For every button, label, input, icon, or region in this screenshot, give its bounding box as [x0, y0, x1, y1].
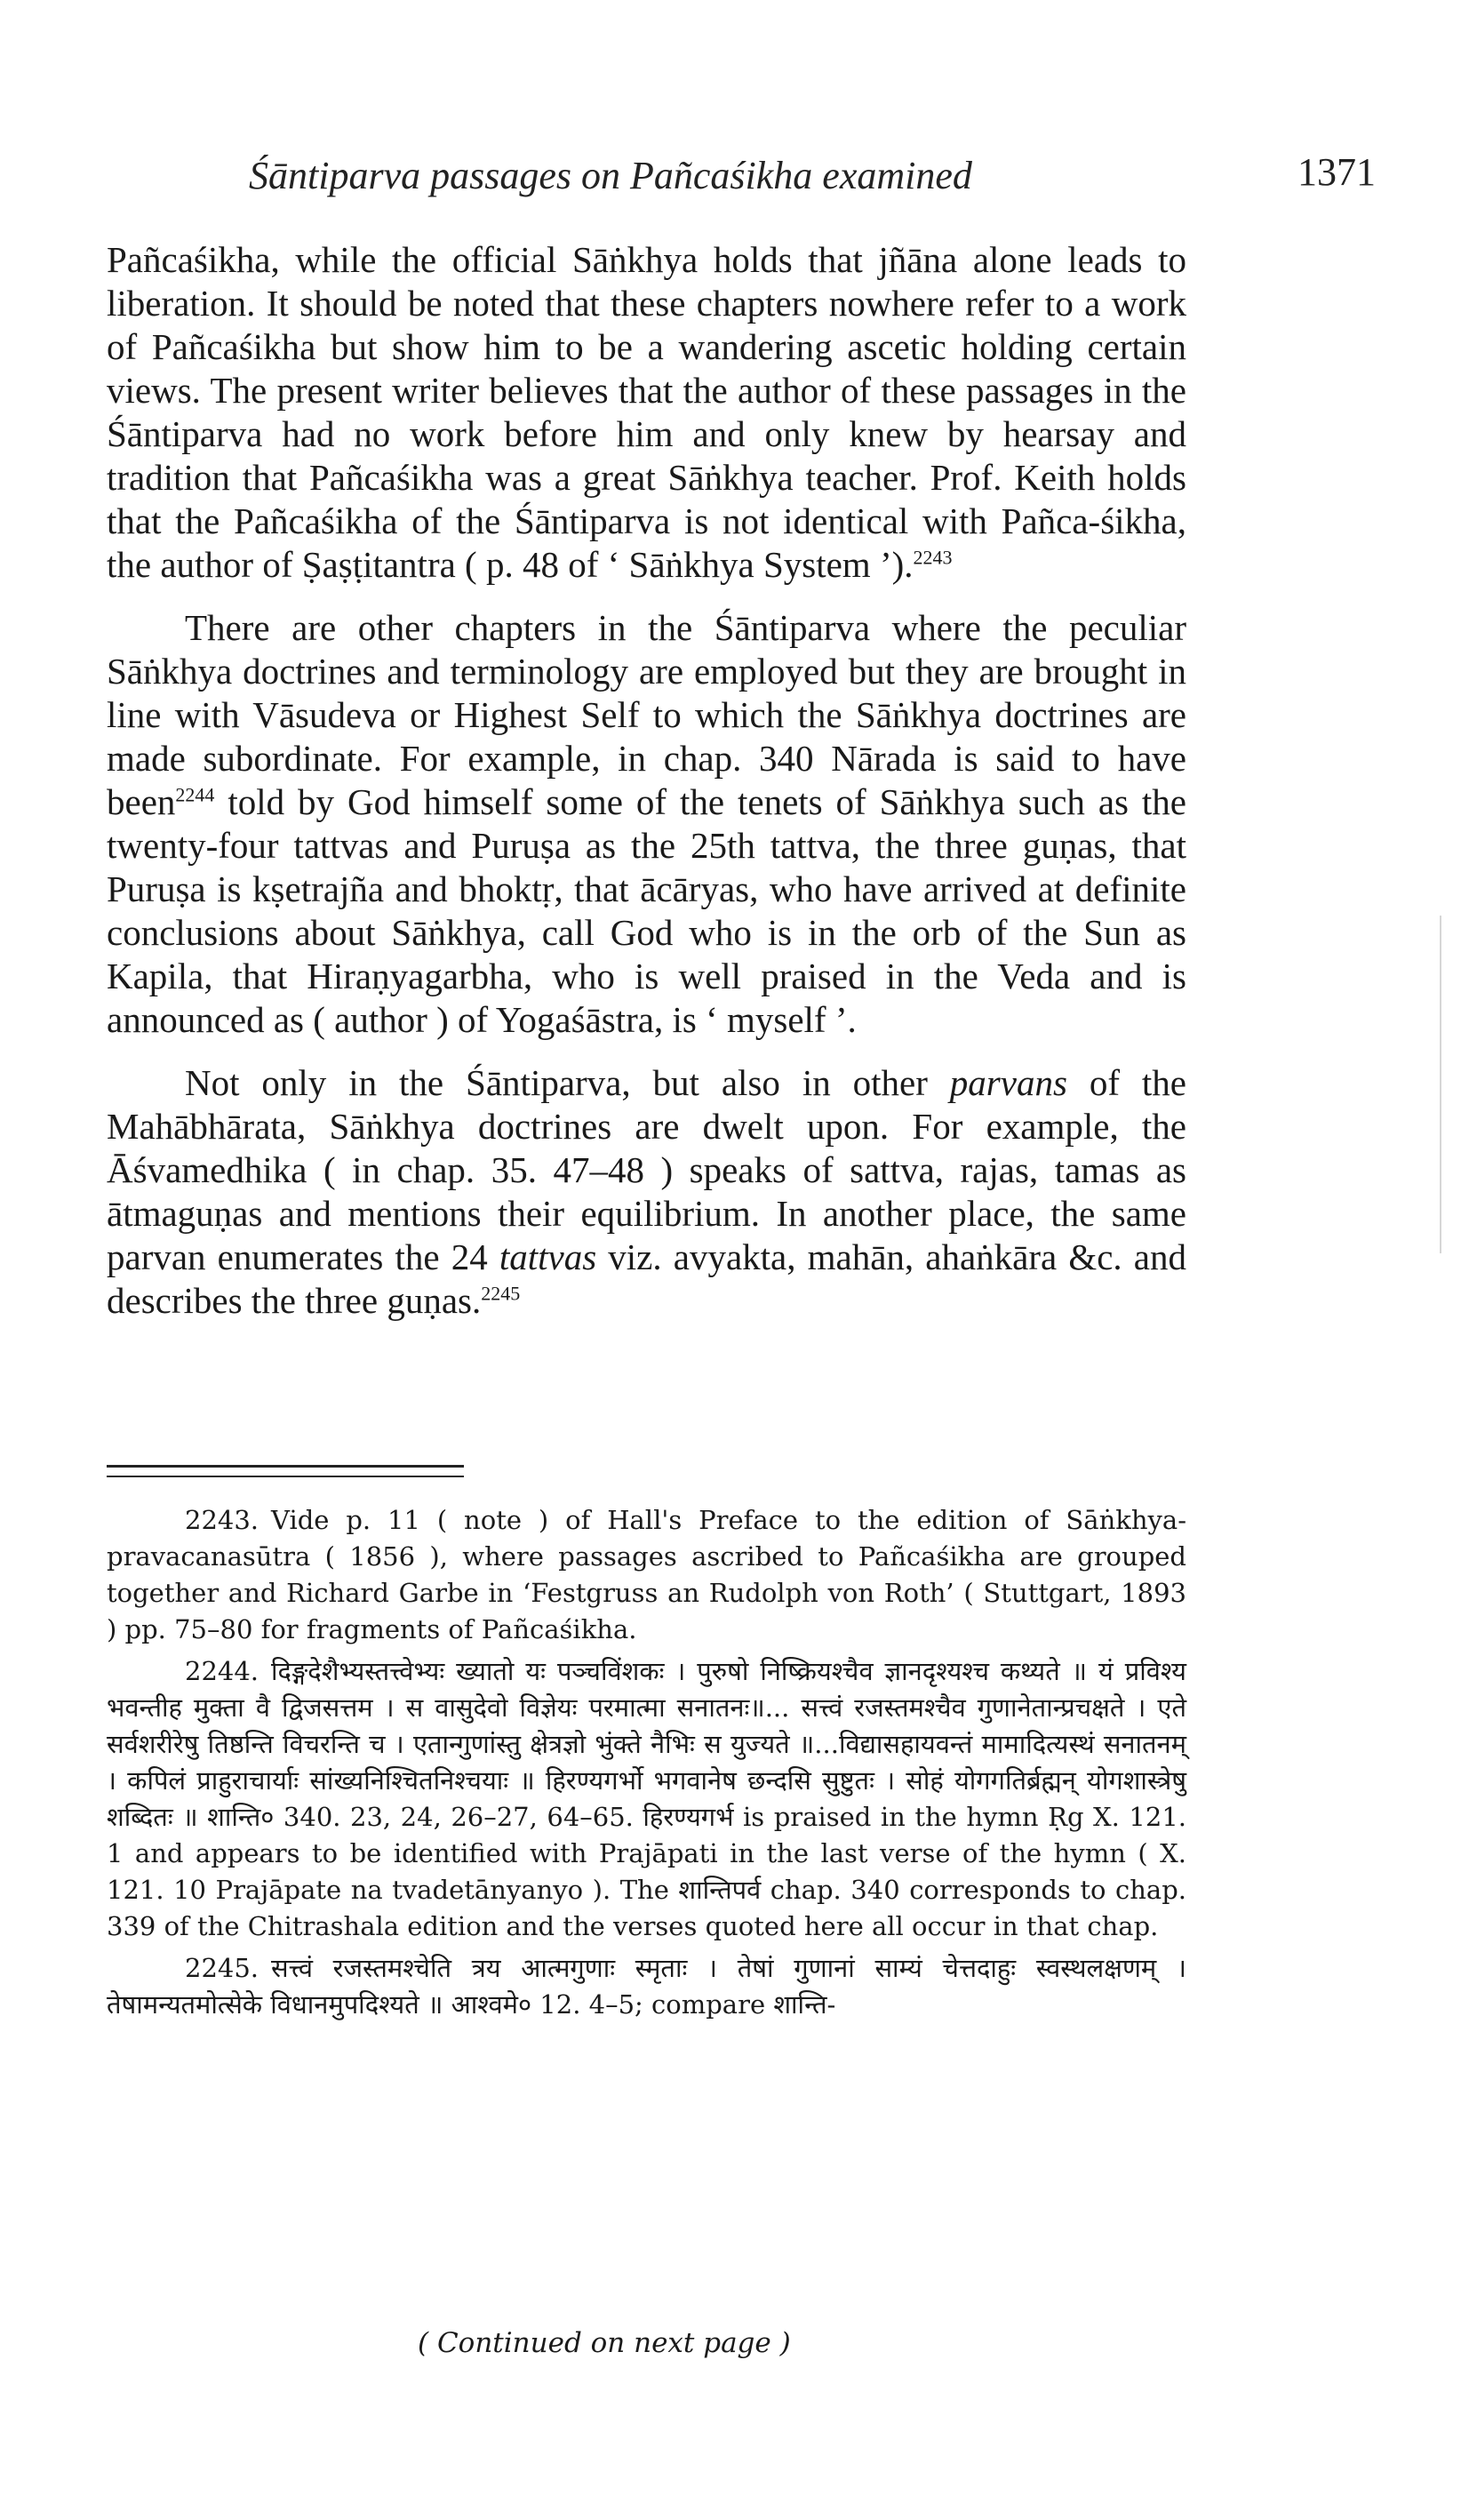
footnote-2244	[107, 1653, 1186, 1945]
footnote-text: दिङ्गदेशैभ्यस्तत्त्वेभ्यः ख्यातो यः पञ्चविंशकः । पुरुषो निष्क्रियश्चैव ज्ञानदृश्यश्च कथ्यते ॥ यं प्रविश्य भवन्तीह मुक्ता वै द्विजसत्तम । स वासुदेवो विज्ञेयः परमात्मा सनातनः॥... सत्त्वं रजस्तमश्चैव गुणानेतान्प्रचक्षते । एते सर्वशरीरेषु तिष्ठन्ति विचरन्ति च । एतान्गुणांस्तु क्षेत्रज्ञो भुंक्ते नैभिः स युज्यते ॥...विद्यासहायवन्तं मामादित्यस्थं सनातनम् । कपिलं प्राहुराचार्याः सांख्यनिश्चितनिश्चयाः ॥ हिरण्यगर्भो भगवानेष छन्दसि सुष्टुतः । सोहं योगगतिर्ब्रह्मन् योगशास्त्रेषु शब्दितः ॥ शान्ति० 340. 23, 24, 26–27, 64–65. हिरण्यगर्भ is praised in the hymn Ṛg X. 121. 1 and appears to be identified with Prajāpati in the last verse of the hymn ( X. 121. 10 Prajāpate na tvadetānyanyo ). The शान्तिपर्व chap. 340 corresponds to chap. 339 of the Chitrashala edition and the verses quoted here all occur in that chap.	[107, 1656, 1186, 1941]
footnote-ref-2244: 2244	[175, 783, 215, 806]
paragraph-3-text-a: Not only in the Śāntiparva, but also in other	[185, 1062, 950, 1103]
footnote-number: 2245.	[185, 1953, 259, 1983]
footnote-text: Vide p. 11 ( note ) of Hall's Preface to the edition of Sāṅkhya-pravacanasūtra ( 1856 ), where passages ascribed to Pañcaśikha are grouped together and Richard Garbe in ‘Festgruss an Rudolph von Roth’ ( Stuttgart, 1893 ) pp. 75–80 for fragments of Pañcaśikha.	[107, 1505, 1186, 1644]
paragraph-1-text: Pañcaśikha, while the official Sāṅkhya holds that jñāna alone leads to liberation. It should be noted that these chapters nowhere refer to a work of Pañcaśikha but show him to be a wandering ascetic holding certain views. The present writer believes that the author of these passages in the Śāntiparva had no work before him and only knew by hearsay and tradition that Pañcaśikha was a great Sāṅkhya teacher. Prof. Keith holds that the Pañcaśikha of the Śāntiparva is not identical with Pañca-śikha, the author of Ṣaṣṭitantra ( p. 48 of ‘ Sāṅkhya System ’).	[107, 239, 1186, 585]
scan-margin-line	[1440, 916, 1441, 1253]
paragraph-2-text-a: There are other chapters in the Śāntiparva where the peculiar Sāṅkhya doctrines and terminology are employed but they are brought in line with Vāsudeva or Highest Self to which the Sāṅkhya doctrines are made subordinate. For example, in chap. 340 Nārada is said to have been	[107, 607, 1186, 822]
footnote-2243	[107, 1502, 1186, 1648]
footnote-divider	[107, 1465, 464, 1468]
paragraph-3-italic-parvans: parvans	[949, 1062, 1067, 1103]
footnote-ref-2245: 2245	[481, 1282, 521, 1305]
paragraph-3-italic-tattvas: tattvas	[499, 1236, 597, 1277]
footnote-ref-2243: 2243	[913, 546, 953, 569]
footnote-2245	[107, 1950, 1186, 2023]
running-head: Śāntiparva passages on Pañcaśikha examined	[249, 154, 972, 197]
paragraph-3-text-c: viz. avyakta, mahān, ahaṅkāra &c. and describes the three guṇas.	[107, 1236, 1186, 1321]
main-text	[107, 238, 1186, 1342]
footnotes	[107, 1502, 1186, 2028]
footnote-number: 2244.	[185, 1656, 259, 1686]
paragraph-3-text-b: of the Mahābhārata, Sāṅkhya doctrines are dwelt upon. For example, the Āśvamedhika ( in chap. 35. 47–48 ) speaks of sattva, rajas, tamas as ātmaguṇas and mentions their equilibrium. In another place, the same parvan enumerates the 24	[107, 1062, 1186, 1277]
footnote-text: सत्त्वं रजस्तमश्चेति त्रय आत्मगुणाः स्मृताः । तेषां गुणानां साम्यं चेत्तदाहुः स्वस्थलक्षणम् । तेषामन्यतमोत्सेके विधानमुपदिश्यते ॥ आश्वमे० 12. 4–5; compare शान्ति-	[107, 1953, 1186, 2020]
paragraph-3	[107, 1061, 1186, 1323]
continued-note: ( Continued on next page )	[418, 2327, 791, 2359]
footnote-number: 2243.	[185, 1505, 259, 1535]
paragraph-2-text-b: told by God himself some of the tenets of Sāṅkhya such as the twenty-four tattvas and Puruṣa as the 25th tattva, the three guṇas, that Puruṣa is kṣetrajña and bhoktṛ, that ācāryas, who have arrived at definite conclusions about Sāṅkhya, call God who is in the orb of the Sun as Kapila, that Hiraṇyagarbha, who is well praised in the Veda and is announced as ( author ) of Yogaśāstra, is ‘ myself ’.	[107, 781, 1186, 1040]
page-number: 1371	[1297, 150, 1376, 194]
paragraph-1	[107, 238, 1186, 587]
paragraph-2	[107, 606, 1186, 1042]
footnote-divider-lower	[107, 1476, 464, 1477]
